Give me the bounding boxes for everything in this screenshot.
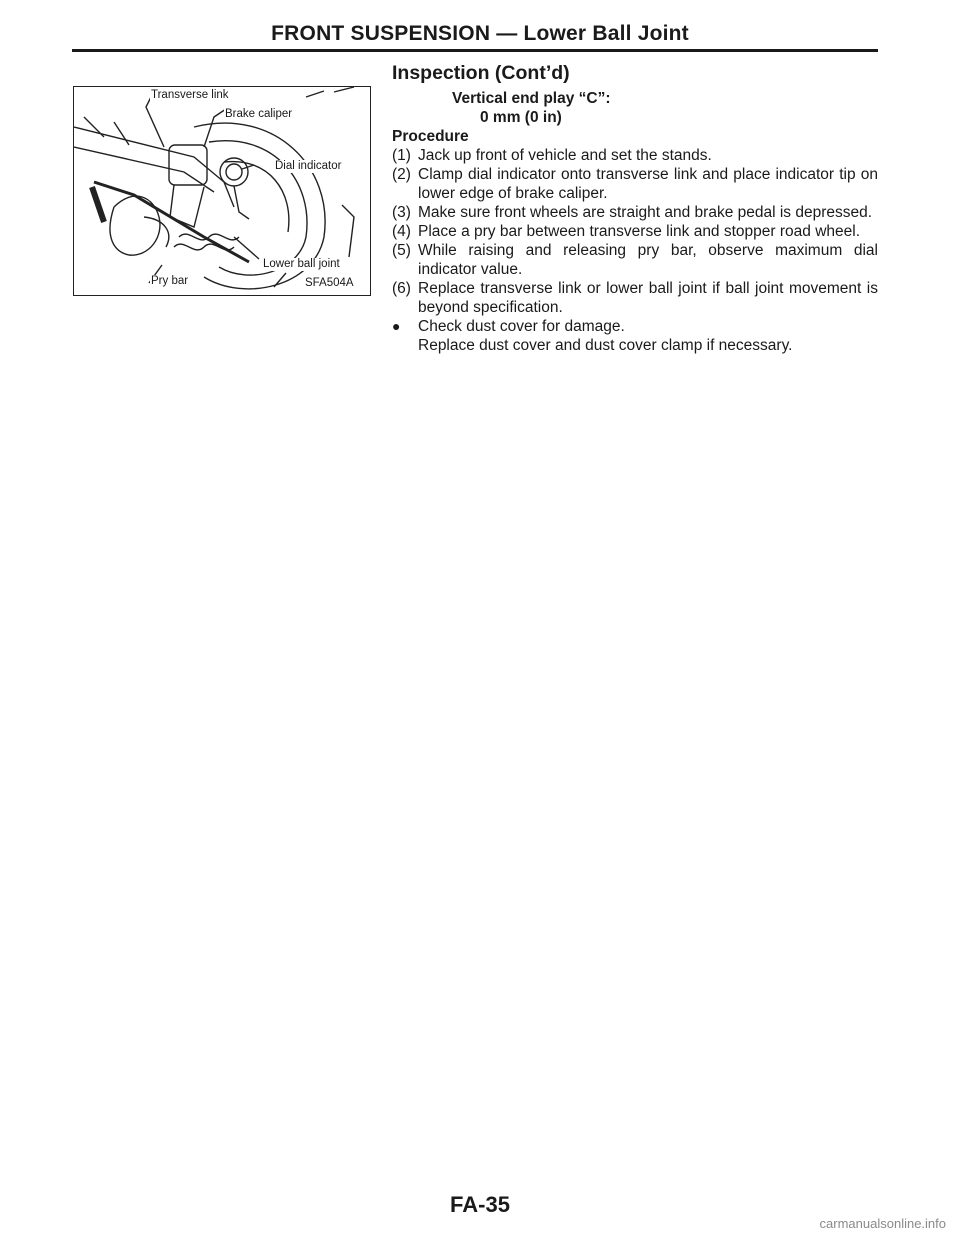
inspection-section (392, 60, 878, 355)
label-pry-bar: Pry bar (151, 275, 189, 287)
step-text: Replace transverse link or lower ball joint if ball joint movement is beyond specification. (418, 280, 878, 316)
spec-value: 0 mm (0 in) (480, 109, 562, 126)
figure-code: SFA504A (305, 277, 354, 289)
step-text: Clamp dial indicator onto transverse link and place indicator tip on lower edge of brake caliper. (418, 166, 878, 202)
bullet-dot-icon: ● (392, 318, 401, 334)
procedure-step (392, 146, 878, 165)
header-rule (72, 49, 878, 52)
procedure-step (392, 203, 878, 222)
procedure-step (392, 279, 878, 317)
suspension-illustration (73, 86, 371, 296)
label-dial-indicator: Dial indicator (275, 160, 342, 172)
label-brake-caliper: Brake caliper (225, 108, 293, 120)
step-text: Jack up front of vehicle and set the stands. (418, 147, 712, 164)
step-number: (2) (392, 166, 411, 183)
step-number: (3) (392, 204, 411, 221)
spec-label: Vertical end play “C”: (452, 90, 611, 107)
bullet-text: Check dust cover for damage. (418, 318, 625, 335)
label-transverse-link: Transverse link (151, 89, 229, 101)
step-text: Place a pry bar between transverse link and stopper road wheel. (418, 223, 860, 240)
procedure-step (392, 222, 878, 241)
step-number: (1) (392, 147, 411, 164)
bullet-followup: Replace dust cover and dust cover clamp if necessary. (418, 337, 793, 354)
step-number: (4) (392, 223, 411, 240)
section-title: Inspection (Cont’d) (392, 62, 570, 84)
procedure-step (392, 165, 878, 203)
bullet-item (392, 317, 878, 336)
step-text: Make sure front wheels are straight and brake pedal is depressed. (418, 204, 873, 221)
page-number: FA-35 (450, 1192, 510, 1217)
page-header-title: FRONT SUSPENSION — Lower Ball Joint (271, 22, 689, 45)
watermark: carmanualsonline.info (819, 1216, 946, 1231)
step-text: While raising and releasing pry bar, observe maximum dial indicator value. (418, 242, 878, 278)
procedure-title: Procedure (392, 128, 469, 145)
procedure-step (392, 241, 878, 279)
label-lower-ball-joint: Lower ball joint (263, 258, 340, 270)
step-number: (5) (392, 242, 411, 259)
step-number: (6) (392, 280, 411, 297)
